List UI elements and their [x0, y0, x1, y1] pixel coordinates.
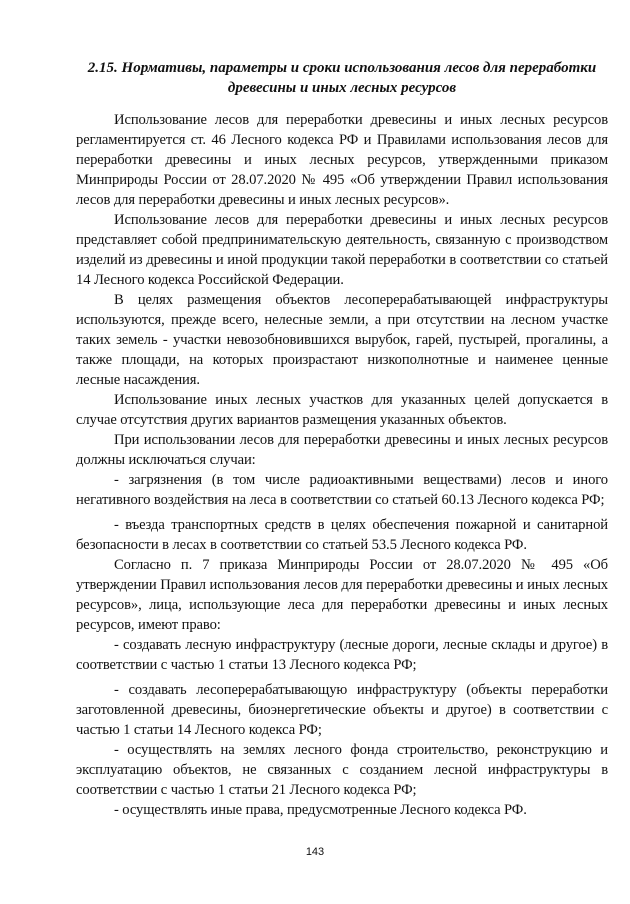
- page-number: 143: [305, 846, 325, 858]
- section-heading-line-2: древесины и иных лесных ресурсов: [227, 80, 457, 96]
- list-item-other-rights: - осуществлять иные права, предусмотренные Лесного кодекса РФ.: [114, 802, 527, 818]
- paragraph-3: В целях размещения объектов лесоперерабатывающей инфраструктуры используются, прежде всего, нелесные земли, а при отсутствии на лесном участке таких земель - участки невозобновившихся вырубок, гарей, пустырей, прогалины, а также площади, на которых произрастают низкополнотные и наименее ценные лесные насаждения.: [76, 292, 608, 388]
- paragraph-1: Использование лесов для переработки древесины и иных лесных ресурсов регламентируется ст. 46 Лесного кодекса РФ и Правилами использования лесов для переработки древесины и иных лесных ресурсов, утвержденными приказом Минприроды России от 28.07.2020 № 495 «Об утверждении Правил использования лесов для переработки древесины и иных лесных ресурсов».: [76, 112, 608, 208]
- list-item-processing-infrastructure: - создавать лесоперерабатывающую инфраструктуру (объекты переработки заготовленной древесины, биоэнергетические объекты и другое) в соответствии с частью 1 статьи 14 Лесного кодекса РФ;: [76, 682, 608, 738]
- body-text: [76, 110, 608, 820]
- paragraph-4: Использование иных лесных участков для указанных целей допускается в случае отсутствия других вариантов размещения указанных объектов.: [76, 392, 608, 428]
- section-heading: [72, 58, 612, 98]
- section-heading-line-1: 2.15. Нормативы, параметры и сроки использования лесов для переработки: [87, 60, 597, 76]
- paragraph-rights-intro: Согласно п. 7 приказа Минприроды России от 28.07.2020 № 495 «Об утверждении Правил использования лесов для переработки древесины и иных лесных ресурсов», лица, использующие леса для переработки древесины и иных лесных ресурсов, имеют право:: [76, 557, 608, 633]
- list-item-construction: - осуществлять на землях лесного фонда строительство, реконструкцию и эксплуатацию объектов, не связанных с созданием лесной инфраструктуры в соответствии с частью 1 статьи 21 Лесного кодекса РФ;: [76, 742, 608, 798]
- paragraph-5: При использовании лесов для переработки древесины и иных лесных ресурсов должны исключаться случаи:: [76, 432, 608, 468]
- list-item-vehicle-entry: - въезда транспортных средств в целях обеспечения пожарной и санитарной безопасности в лесах в соответствии со статьей 53.5 Лесного кодекса РФ.: [76, 517, 608, 553]
- list-item-forest-infrastructure: - создавать лесную инфраструктуру (лесные дороги, лесные склады и другое) в соответствии с частью 1 статьи 13 Лесного кодекса РФ;: [76, 637, 608, 673]
- paragraph-2: Использование лесов для переработки древесины и иных лесных ресурсов представляет собой предпринимательскую деятельность, связанную с производством изделий из древесины и иной продукции такой переработки в соответствии со статьей 14 Лесного кодекса Российской Федерации.: [76, 212, 608, 288]
- list-item-pollution: - загрязнения (в том числе радиоактивными веществами) лесов и иного негативного воздействия на леса в соответствии со статьей 60.13 Лесного кодекса РФ;: [76, 472, 608, 508]
